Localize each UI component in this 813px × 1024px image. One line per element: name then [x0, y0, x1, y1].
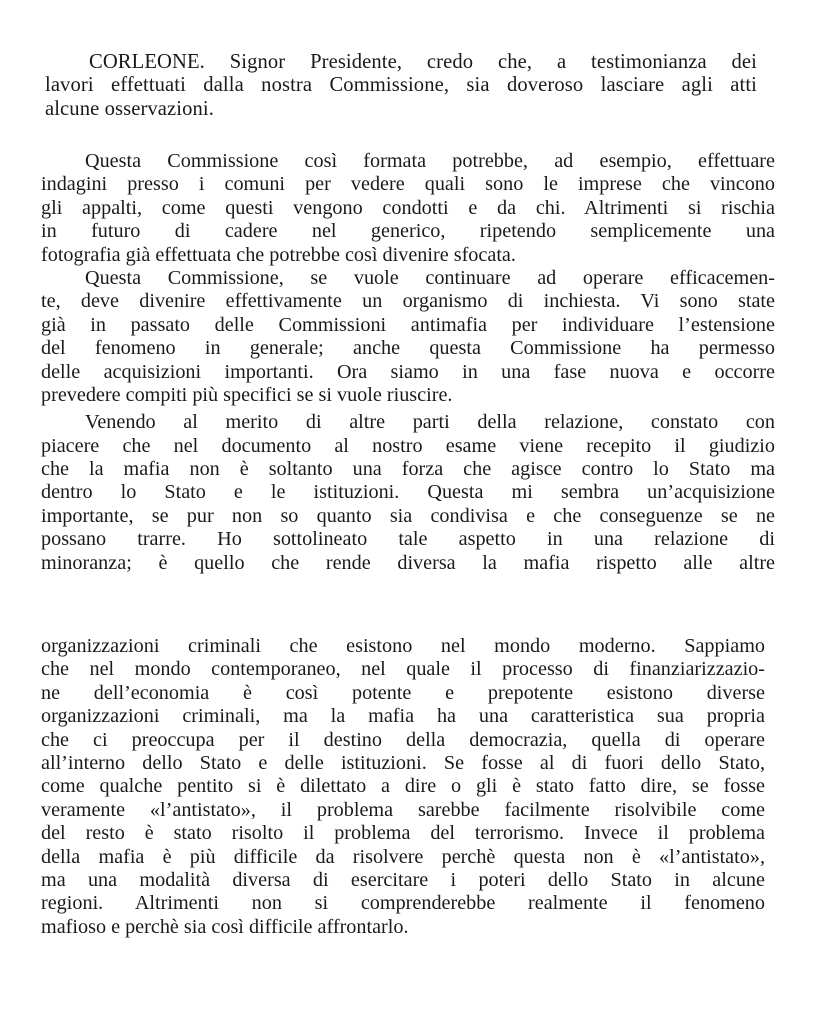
text-line: organizzazioni criminali che esistono nel mondo moderno. Sappiamo: [41, 635, 765, 657]
text-line: Venendo al merito di altre parti della relazione, constato con: [85, 411, 775, 434]
text-line: minoranza; è quello che rende diversa la mafia rispetto alle altre: [41, 551, 775, 574]
body-text-section: [41, 150, 775, 575]
text-line: lavori effettuati dalla nostra Commissione, sia doveroso lasciare agli atti: [45, 74, 757, 97]
text-line: alcune osservazioni.: [45, 97, 214, 120]
paragraph: [41, 150, 775, 267]
paragraph: [41, 267, 775, 407]
text-line: possano trarre. Ho sottolineato tale aspetto in una relazione di: [41, 528, 775, 551]
text-line: all’interno dello Stato e delle istituzioni. Se fosse al di fuori dello Stato,: [41, 751, 765, 774]
text-line: veramente «l’antistato», il problema sarebbe facilmente risolvibile come: [41, 798, 765, 821]
text-line: del fenomeno in generale; anche questa Commissione ha permesso: [41, 337, 775, 360]
text-line: che nel mondo contemporaneo, nel quale il processo di finanziarizzazio-: [41, 658, 765, 681]
continuation-paragraph: [41, 635, 765, 939]
text-line: come qualche pentito si è dilettato a dire o gli è stato fatto dire, se fosse: [41, 775, 765, 798]
text-line: regioni. Altrimenti non si comprenderebbe realmente il fenomeno: [41, 892, 765, 915]
text-line: piacere che nel documento al nostro esame viene recepito il giudizio: [41, 434, 775, 457]
text-line: dentro lo Stato e le istituzioni. Questa mi sembra un’acquisizione: [41, 481, 775, 504]
text-line: mafioso e perchè sia così difficile affrontarlo.: [41, 915, 409, 938]
text-line: fotografia già effettuata che potrebbe così divenire sfocata.: [41, 243, 516, 266]
text-line: che ci preoccupa per il destino della democrazia, quella di operare: [41, 728, 765, 751]
text-line: ne dell’economia è così potente e prepotente esistono diverse: [41, 681, 765, 704]
text-line: indagini presso i comuni per vedere quali sono le imprese che vincono: [41, 173, 775, 196]
text-line: ma una modalità diversa di esercitare i poteri dello Stato in alcune: [41, 868, 765, 891]
text-line: gli appalti, come questi vengono condotti e da chi. Altrimenti si rischia: [41, 196, 775, 219]
text-line: CORLEONE. Signor Presidente, credo che, a testimonianza dei: [89, 51, 757, 73]
text-line: in futuro di cadere nel generico, ripetendo semplicemente una: [41, 220, 775, 243]
text-line: Questa Commissione, se vuole continuare ad operare efficacemen-: [85, 266, 775, 289]
speaker-intro-paragraph: [45, 51, 757, 121]
text-line: della mafia è più difficile da risolvere perchè questa non è «l’antistato»,: [41, 845, 765, 868]
text-line: che la mafia non è soltanto una forza che agisce contro lo Stato ma: [41, 458, 775, 481]
text-line: organizzazioni criminali, ma la mafia ha una caratteristica sua propria: [41, 705, 765, 728]
text-line: prevedere compiti più specifici se si vuole riuscire.: [41, 383, 453, 406]
paragraph: [41, 411, 775, 575]
text-line: importante, se pur non so quanto sia condivisa e che conseguenze se ne: [41, 504, 775, 527]
text-line: Questa Commissione così formata potrebbe, ad esempio, effettuare: [85, 150, 775, 172]
text-line: delle acquisizioni importanti. Ora siamo in una fase nuova e occorre: [41, 360, 775, 383]
text-line: te, deve divenire effettivamente un organismo di inchiesta. Vi sono state: [41, 290, 775, 313]
text-line: del resto è stato risolto il problema del terrorismo. Invece il problema: [41, 822, 765, 845]
text-line: già in passato delle Commissioni antimafia per individuare l’estensione: [41, 313, 775, 336]
